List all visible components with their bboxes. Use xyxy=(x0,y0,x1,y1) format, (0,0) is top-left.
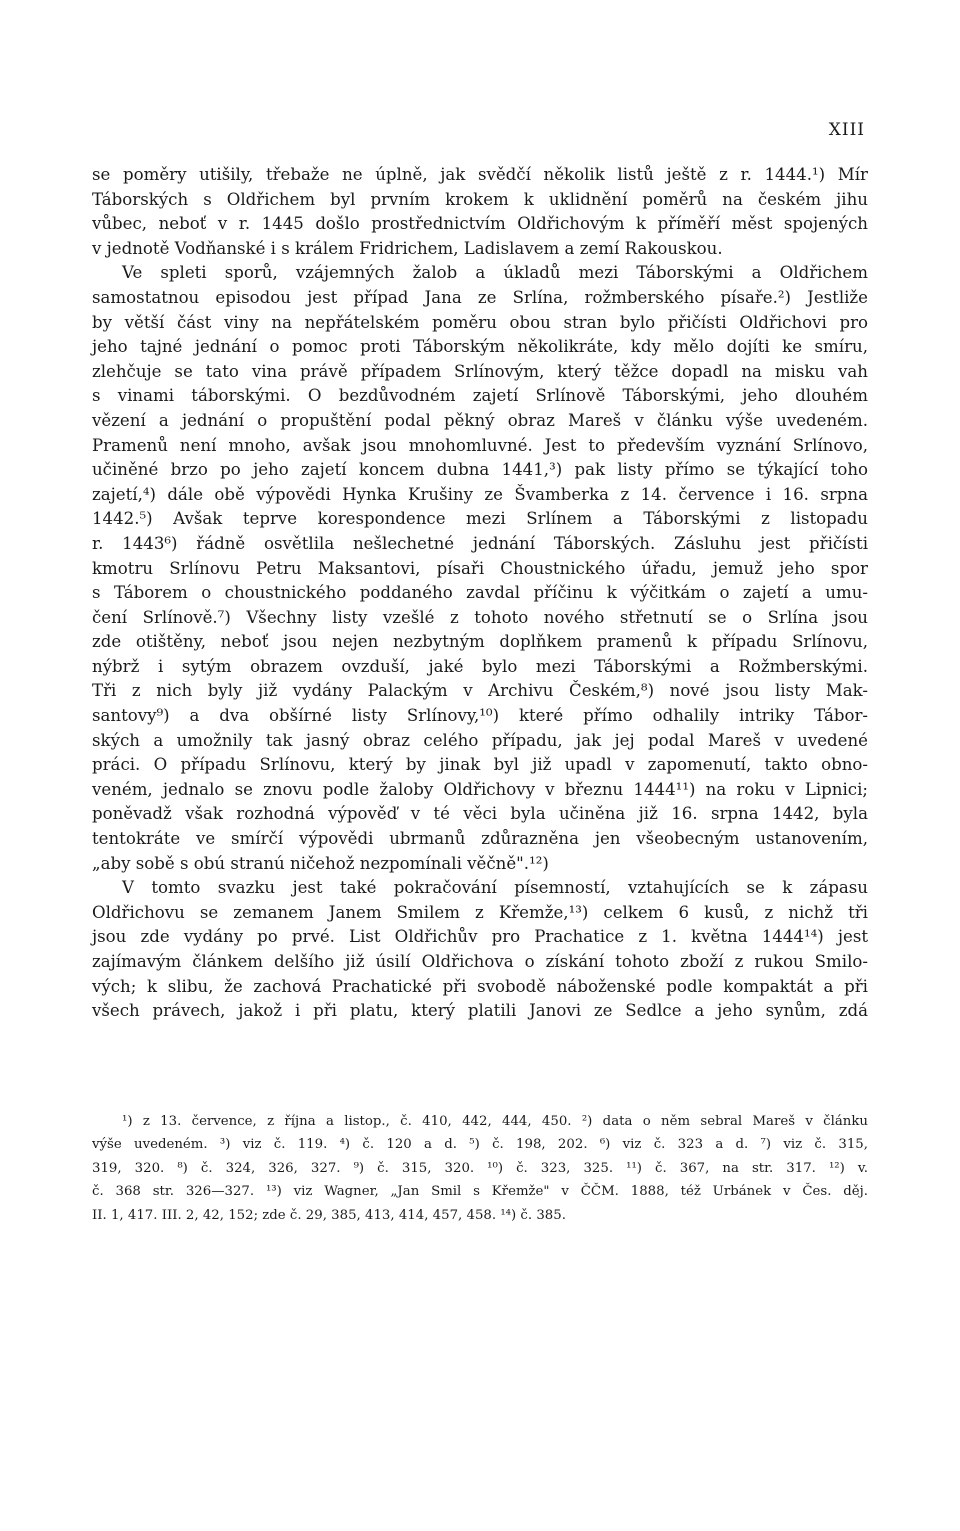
footnote-line: 319, 320. ⁸) č. 324, 326, 327. ⁹) č. 315, 320. ¹⁰) č. 323, 325. ¹¹) č. 367, na str. 317. ¹²) v. xyxy=(92,1160,868,1176)
text-line: santovy⁹) a dva obšírné listy Srlínovy,¹⁰) které přímo odhalily intriky Tábor- xyxy=(92,706,868,726)
text-line: s vinami táborskými. O bezdůvodném zajetí Srlínově Táborskými, jeho dlouhém xyxy=(92,386,868,406)
text-line: vězení a jednání o propuštění podal pěkný obraz Mareš v článku výše uvedeném. xyxy=(92,410,868,430)
text-line: ských a umožnily tak jasný obraz celého případu, jak jej podal Mareš v uvedené xyxy=(92,730,868,750)
text-line: V tomto svazku jest také pokračování písemností, vztahujících se k zápasu xyxy=(122,878,868,898)
text-line: zajímavým článkem delšího již úsilí Oldřichova o získání tohoto zboží z rukou Smilo- xyxy=(92,952,868,971)
text-line: Táborských s Oldřichem byl prvním krokem k uklidnění poměrů na českém jihu xyxy=(92,189,868,209)
footnote-line: II. 1, 417. III. 2, 42, 152; zde č. 29, 385, 413, 414, 457, 458. ¹⁴) č. 385. xyxy=(92,1207,566,1223)
text-line: práci. O případu Srlínovu, který by jinak byl již upadl v zapomenutí, takto obno- xyxy=(92,755,868,775)
text-line: tentokráte ve smírčí výpovědi ubrmanů zdůrazněna jen všeobecným ustanovením, xyxy=(92,829,868,849)
text-line: 1442.⁵) Avšak teprve korespondence mezi Srlínem a Táborskými z listopadu xyxy=(92,509,868,529)
page-number: XIII xyxy=(828,120,865,140)
footnotes xyxy=(92,1110,868,1227)
text-line: jsou zde vydány po prvé. List Oldřichův pro Prachatice z 1. května 1444¹⁴) jest xyxy=(92,927,868,947)
text-line: r. 1443⁶) řádně osvětlila nešlechetné jednání Táborských. Zásluhu jest přičísti xyxy=(92,533,868,553)
text-line: zajetí,⁴) dále obě výpovědi Hynka Krušiny ze Švamberka z 14. července i 16. srpna xyxy=(92,484,868,504)
text-line: v jednotě Vodňanské i s králem Fridrichem, Ladislavem a zemí Rakouskou. xyxy=(92,238,723,258)
footnote-line: č. 368 str. 326—327. ¹³) viz Wagner, „Jan Smil s Křemže" v ČČM. 1888, též Urbánek v Čes. děj. xyxy=(92,1184,868,1200)
text-line: se poměry utišily, třebaže ne úplně, jak svědčí několik listů ještě z r. 1444.¹) Mír xyxy=(92,165,868,184)
text-line: jeho tajné jednání o pomoc proti Táborským několikráte, kdy mělo dojíti ke smíru, xyxy=(92,337,868,357)
text-line: „aby sobě s obú stranú ničehož nezpomínali věčně".¹²) xyxy=(92,853,549,873)
text-line: všech právech, jakož i při platu, který platili Janovi ze Sedlce a jeho synům, zdá xyxy=(92,1001,868,1021)
footnote-line: ¹) z 13. července, z října a listop., č. 410, 442, 444, 450. ²) data o něm sebral Mareš v článku xyxy=(122,1114,868,1129)
text-line: Ve spleti sporů, vzájemných žalob a úkladů mezi Táborskými a Oldřichem xyxy=(122,263,868,283)
text-line: by větší část viny na nepřátelském poměru obou stran bylo přičísti Oldřichovi pro xyxy=(92,312,868,332)
text-line: poněvadž však rozhodná výpověď v té věci byla učiněna již 16. srpna 1442, byla xyxy=(92,804,868,824)
text-line: Oldřichovu se zemanem Janem Smilem z Křemže,¹³) celkem 6 kusů, z nichž tři xyxy=(92,902,868,922)
text-line: vých; k slibu, že zachová Prachatické při svobodě náboženské podle kompaktát a při xyxy=(92,976,868,996)
text-line: kmotru Srlínovu Petru Maksantovi, písaři Choustnického úřadu, jemuž jeho spor xyxy=(92,558,868,578)
footnote-line: výše uvedeném. ³) viz č. 119. ⁴) č. 120 a d. ⁵) č. 198, 202. ⁶) viz č. 323 a d. ⁷) viz č. 315, xyxy=(92,1137,868,1153)
text-line: čení Srlínově.⁷) Všechny listy vzešlé z tohoto nového střetnutí se o Srlína jsou xyxy=(92,607,868,627)
text-line: s Táborem o choustnického poddaného zavdal příčinu k výčitkám o zajetí a umu- xyxy=(92,583,868,603)
text-line: Pramenů není mnoho, avšak jsou mnohomluvné. Jest to především vyznání Srlínovo, xyxy=(92,435,868,455)
text-line: veném, jednalo se znovu podle žaloby Oldřichovy v březnu 1444¹¹) na roku v Lipnici; xyxy=(92,779,868,799)
text-line: samostatnou episodou jest případ Jana ze Srlína, rožmberského písaře.²) Jestliže xyxy=(92,287,868,307)
text-line: Tři z nich byly již vydány Palackým v Archivu Českém,⁸) nové jsou listy Mak- xyxy=(92,681,868,701)
text-line: učiněné brzo po jeho zajetí koncem dubna 1441,³) pak listy přímo se týkající toho xyxy=(92,460,868,480)
body-text xyxy=(92,163,868,1024)
text-line: zlehčuje se tato vina právě případem Srlínovým, který těžce dopadl na misku vah xyxy=(92,361,868,381)
text-line: vůbec, neboť v r. 1445 došlo prostřednictvím Oldřichovým k příměří měst spojených xyxy=(92,214,868,234)
text-line: zde otištěny, neboť jsou nejen nezbytným doplňkem pramenů k případu Srlínovu, xyxy=(92,632,868,652)
text-line: nýbrž i sytým obrazem ovzduší, jaké bylo mezi Táborskými a Rožmberskými. xyxy=(92,656,868,676)
